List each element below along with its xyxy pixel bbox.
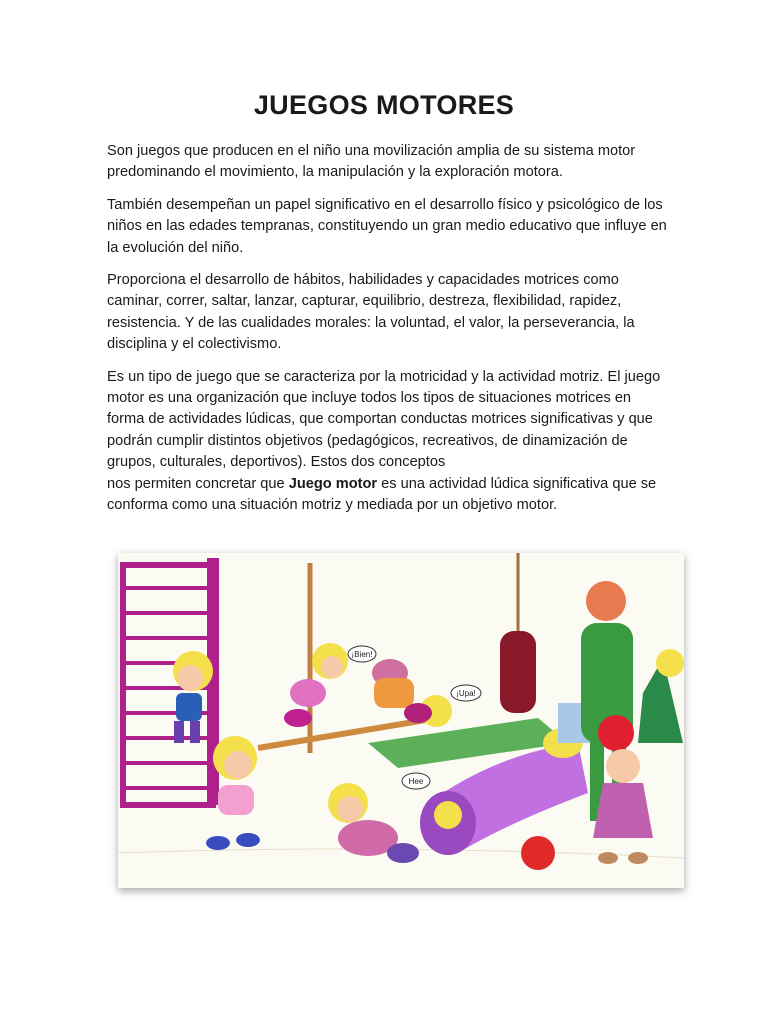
gym-illustration <box>118 553 684 888</box>
paragraph-3: Proporciona el desarrollo de hábitos, habilidades y capacidades motrices como caminar, correr, saltar, lanzar, capturar, equilibrio, destreza, flexibilidad, rapidez, resistencia. Y de las cualidades morales: la voluntad, el valor, la perseverancia, la disciplina y el colectivismo. <box>107 272 635 353</box>
bubble-3: Hee <box>408 777 424 786</box>
juego-motor-bold: Juego motor <box>288 475 378 492</box>
paragraph-4-part1: Es un tipo de juego que se caracteriza por la motricidad y la actividad motriz. El juego motor es una organización que incluye todos los tipos de situaciones motrices en forma de actividades lúdicas, que comportan conductas motrices significativas y que podrán cumplir distintos objetivos (pedagógicos, recreativos, de dinamización de grupos, culturales, deportivos). Estos dos conceptos <box>107 368 661 471</box>
paragraph-1: Son juegos que producen en el niño una movilización amplia de su sistema motor predominando el movimiento, la manipulación y la exploración motora. <box>107 143 636 181</box>
paragraph-4 <box>107 367 667 517</box>
paragraph-4-part2: nos permiten concretar que <box>107 475 289 492</box>
red-ball <box>521 836 555 870</box>
paragraph-2: También desempeñan un papel significativo en el desarrollo físico y psicológico de los niños en las edades tempranas, constituyendo un gran medio educativo que influye en la evolución del niño. <box>107 196 667 256</box>
page-title: JUEGOS MOTORES <box>253 90 515 120</box>
paragraph-4-part3: es una actividad lúdica significativa que se conforma como una situación motriz y mediada por un objetivo motor. <box>107 475 657 514</box>
bubble-1: ¡Bien! <box>351 650 373 659</box>
document-body <box>107 141 667 528</box>
bubble-2: ¡Upa! <box>456 689 476 698</box>
